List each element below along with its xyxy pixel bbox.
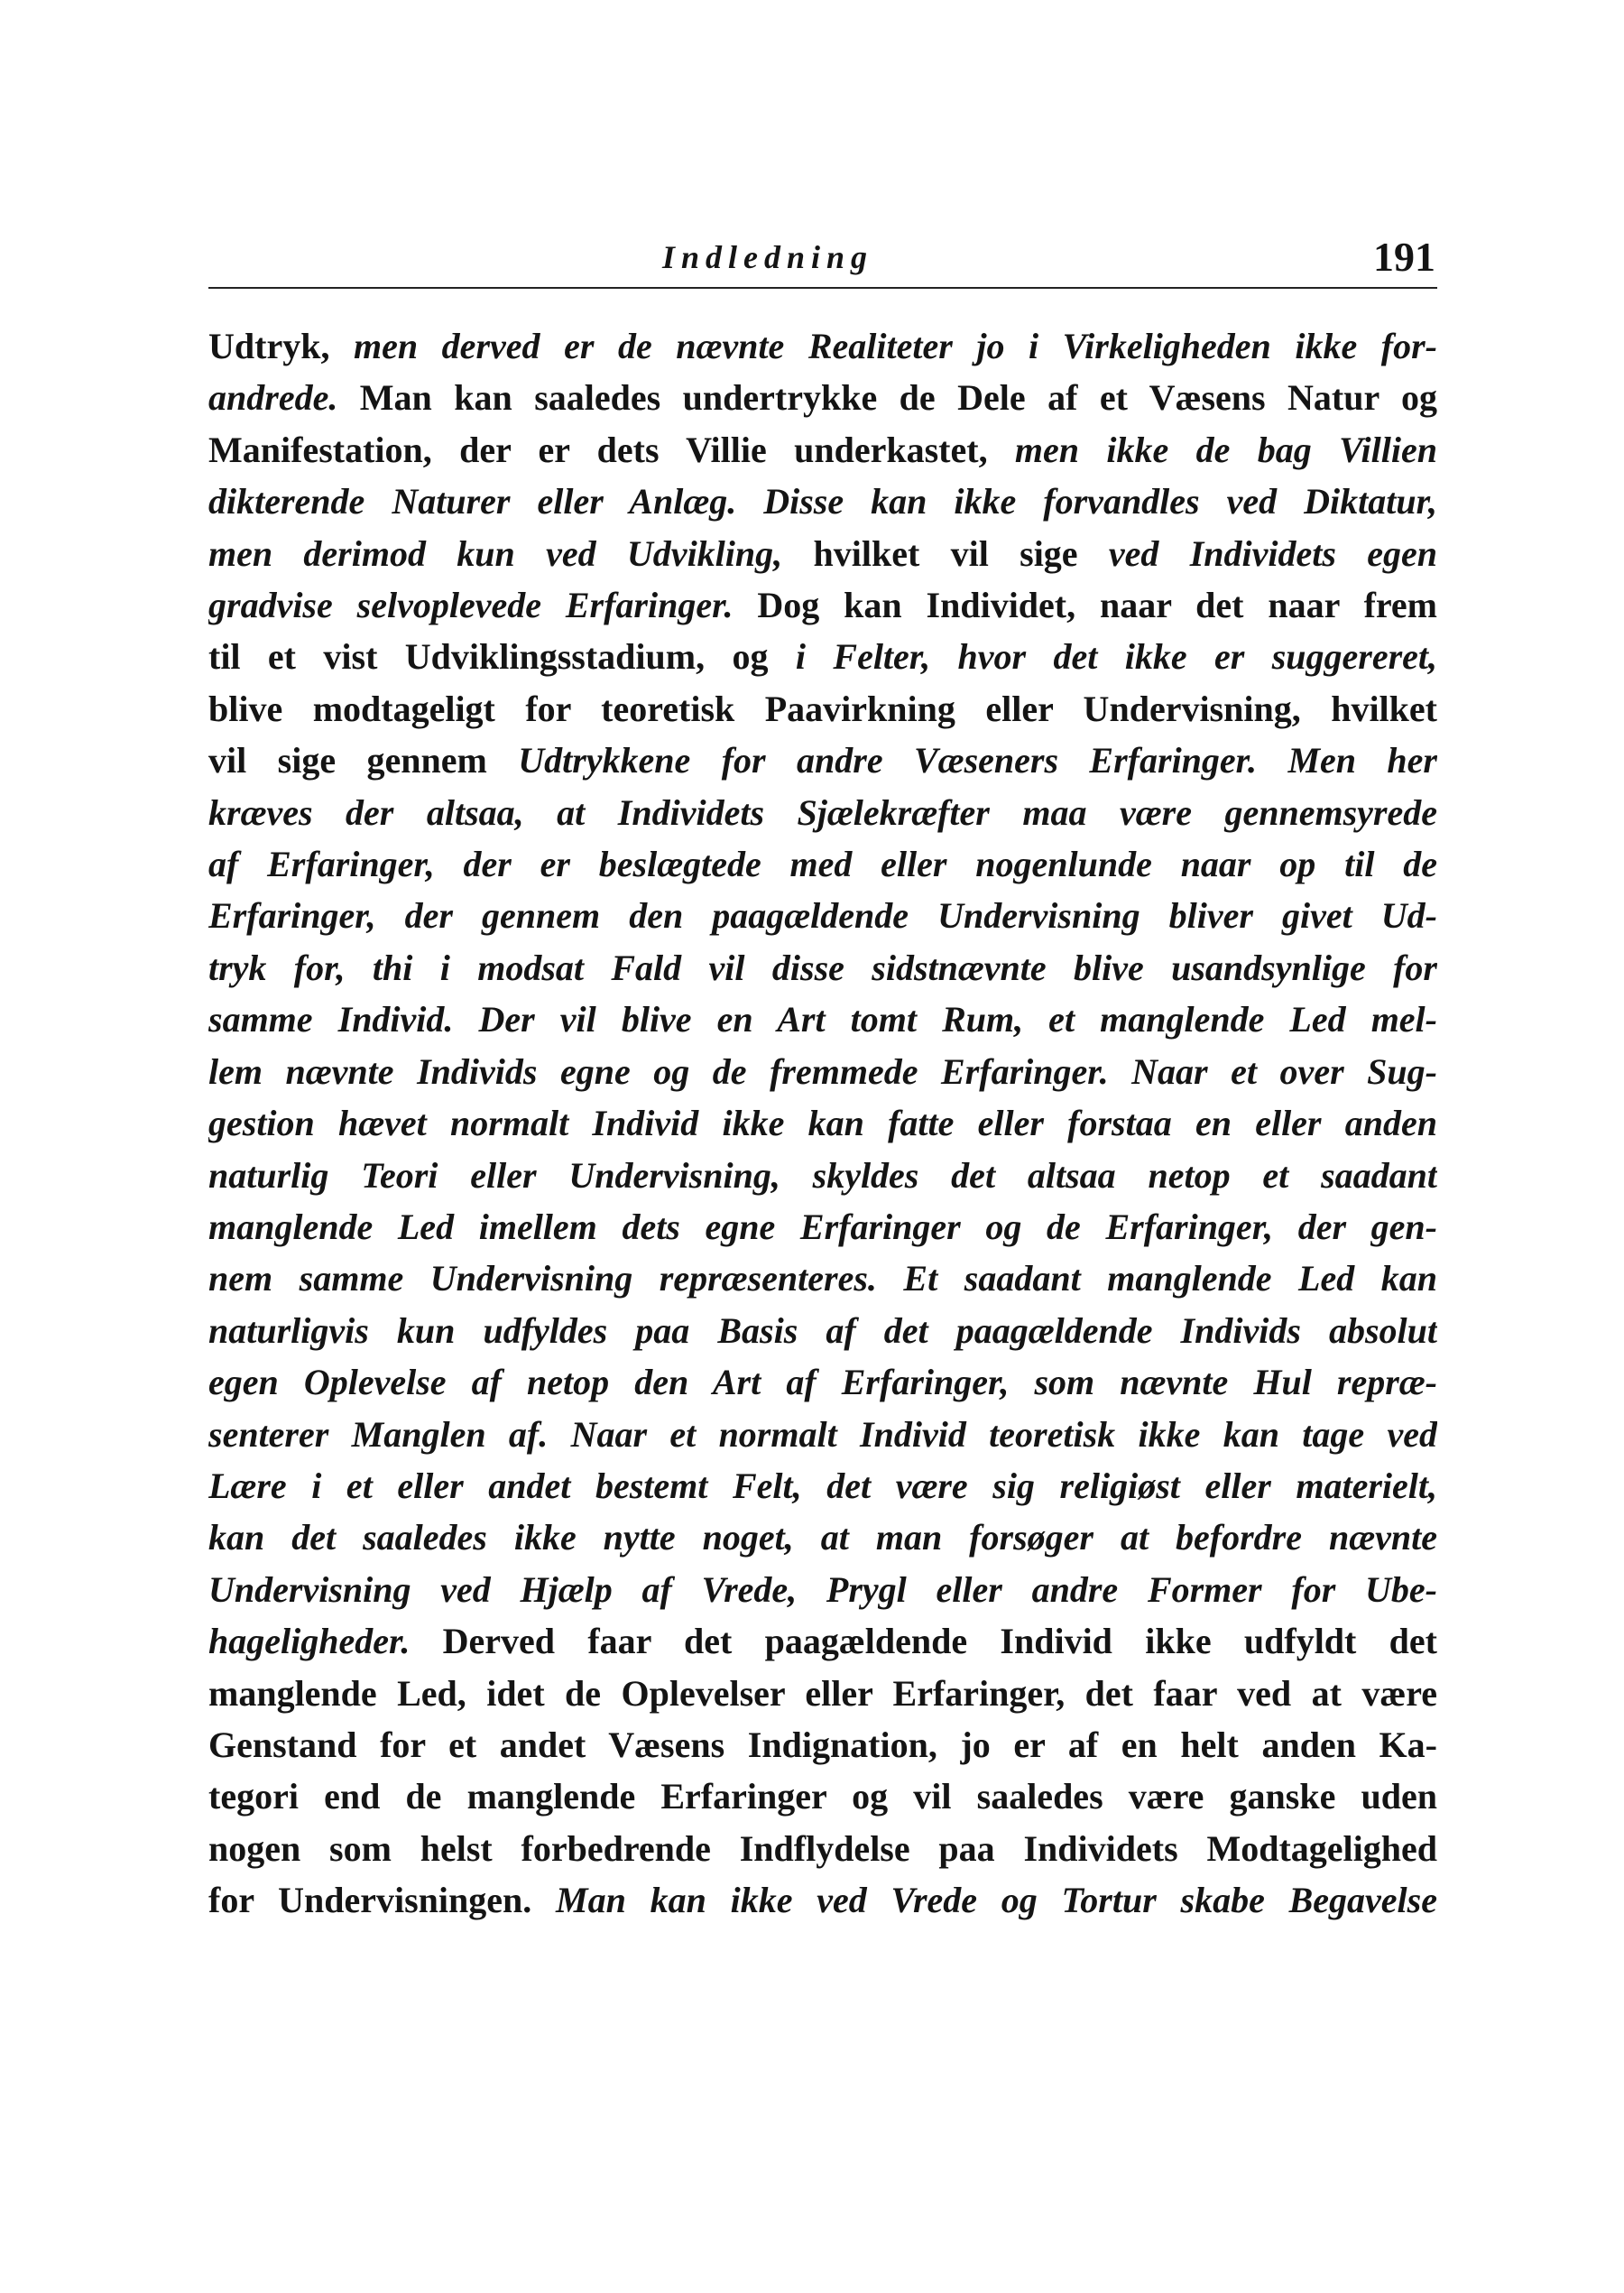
- text-line: [208, 1719, 1437, 1771]
- text-line: [208, 1356, 1437, 1408]
- italic-span: hageligheder.: [208, 1621, 411, 1662]
- text-line: [208, 735, 1437, 786]
- roman-span: nogen som helst forbedrende Indflydelse paa Individets Modtagelighed: [208, 1827, 1437, 1869]
- roman-span: hvilket vil sige: [782, 532, 1109, 574]
- italic-span: samme Individ. Der vil blive en Art tomt Rum, et manglende Led mel-: [208, 999, 1437, 1040]
- italic-span: Udtrykkene for andre Væseners Erfaringer. Men her: [518, 740, 1437, 781]
- italic-span: gestion hævet normalt Individ ikke kan fatte eller forstaa en eller anden: [208, 1103, 1437, 1144]
- body-text: [208, 320, 1437, 1927]
- text-line: [208, 1201, 1437, 1253]
- text-line: [208, 579, 1437, 631]
- italic-span: ved Individets egen: [1108, 532, 1437, 574]
- italic-span: kan det saaledes ikke nytte noget, at man forsøger at befordre nævnte: [208, 1517, 1437, 1558]
- italic-span: senterer Manglen af. Naar et normalt Individ teoretisk ikke kan tage ved: [208, 1413, 1437, 1455]
- text-line: [208, 372, 1437, 423]
- italic-span: naturlig Teori eller Undervisning, skyldes det altsaa netop et saadant: [208, 1154, 1437, 1196]
- italic-span: af Erfaringer, der er beslægtede med eller nogenlunde naar op til de: [208, 844, 1437, 885]
- text-line: [208, 787, 1437, 838]
- text-line: [208, 528, 1437, 579]
- italic-span: naturligvis kun udfyldes paa Basis af det paagældende Individs absolut: [208, 1309, 1437, 1351]
- text-line: [208, 476, 1437, 527]
- roman-span: for Undervisningen.: [208, 1880, 557, 1921]
- text-line: [208, 838, 1437, 890]
- italic-span: andrede.: [208, 377, 338, 419]
- italic-span: Undervisning ved Hjælp af Vrede, Prygl eller andre Former for Ube-: [208, 1568, 1437, 1610]
- text-line: [208, 1771, 1437, 1822]
- roman-span: tegori end de manglende Erfaringer og vil saaledes være ganske uden: [208, 1776, 1437, 1817]
- text-line: [208, 320, 1437, 372]
- italic-span: Lære i et eller andet bestemt Felt, det være sig religiøst eller materielt,: [208, 1465, 1437, 1506]
- italic-span: gradvise selvoplevede Erfaringer.: [208, 585, 734, 626]
- italic-span: Erfaringer, der gennem den paagældende Undervisning bliver givet Ud-: [208, 895, 1437, 937]
- roman-span: manglende Led, idet de Oplevelser eller Erfaringer, det faar ved at være: [208, 1672, 1437, 1714]
- italic-span: nem samme Undervisning repræsenteres. Et saadant manglende Led kan: [208, 1258, 1437, 1299]
- italic-span: men ikke de bag Villien: [1014, 429, 1437, 470]
- text-line: [208, 1305, 1437, 1356]
- page-number: 191: [1373, 234, 1435, 280]
- text-line: [208, 424, 1437, 476]
- italic-span: Man kan ikke ved Vrede og Tortur skabe Begavelse: [556, 1880, 1437, 1921]
- text-line: [208, 683, 1437, 735]
- roman-span: Dog kan Individet, naar det naar frem: [733, 585, 1437, 626]
- roman-span: Derved faar det paagældende Individ ikke udfyldt det: [410, 1621, 1437, 1662]
- running-title: Indledning: [662, 239, 874, 275]
- roman-span: Man kan saaledes undertrykke de Dele af et Væsens Natur og: [337, 377, 1437, 419]
- roman-span: Manifestation, der er dets Villie underkastet,: [208, 429, 1015, 470]
- italic-span: manglende Led imellem dets egne Erfaringer og de Erfaringer, der gen-: [208, 1206, 1437, 1247]
- italic-span: lem nævnte Individs egne og de fremmede Erfaringer. Naar et over Sug-: [208, 1050, 1437, 1092]
- text-line: [208, 1874, 1437, 1926]
- italic-span: egen Oplevelse af netop den Art af Erfaringer, som nævnte Hul repræ-: [208, 1362, 1437, 1403]
- roman-span: Udtryk,: [208, 326, 355, 366]
- text-line: [208, 1046, 1437, 1097]
- text-line: [208, 1668, 1437, 1719]
- text-line: [208, 1460, 1437, 1512]
- text-line: [208, 942, 1437, 994]
- text-line: [208, 890, 1437, 941]
- text-line: [208, 994, 1437, 1045]
- italic-span: men derimod kun ved Udvikling,: [208, 532, 783, 574]
- italic-span: tryk for, thi i modsat Fald vil disse sidstnævnte blive usandsynlige for: [208, 947, 1437, 988]
- roman-span: vil sige gennem: [208, 740, 519, 781]
- text-line: [208, 1823, 1437, 1874]
- page-header: [208, 233, 1437, 289]
- text-line: [208, 1564, 1437, 1615]
- text-line: [208, 1615, 1437, 1667]
- roman-span: blive modtageligt for teoretisk Paavirkning eller Undervisning, hvilket: [208, 688, 1437, 729]
- text-line: [208, 1150, 1437, 1201]
- italic-span: i Felter, hvor det ikke er suggereret,: [795, 636, 1437, 678]
- roman-span: til et vist Udviklingsstadium, og: [208, 636, 796, 678]
- text-line: [208, 1097, 1437, 1149]
- text-line: [208, 1409, 1437, 1460]
- italic-span: kræves der altsaa, at Individets Sjælekræfter maa være gennemsyrede: [208, 791, 1437, 833]
- italic-span: dikterende Naturer eller Anlæg. Disse kan ikke forvandles ved Diktatur,: [208, 481, 1437, 522]
- text-line: [208, 631, 1437, 682]
- text-line: [208, 1512, 1437, 1563]
- text-line: [208, 1253, 1437, 1304]
- roman-span: Genstand for et andet Væsens Indignation, jo er af en helt anden Ka-: [208, 1724, 1437, 1765]
- italic-span: men derved er de nævnte Realiteter jo i Virkeligheden ikke for-: [354, 326, 1437, 366]
